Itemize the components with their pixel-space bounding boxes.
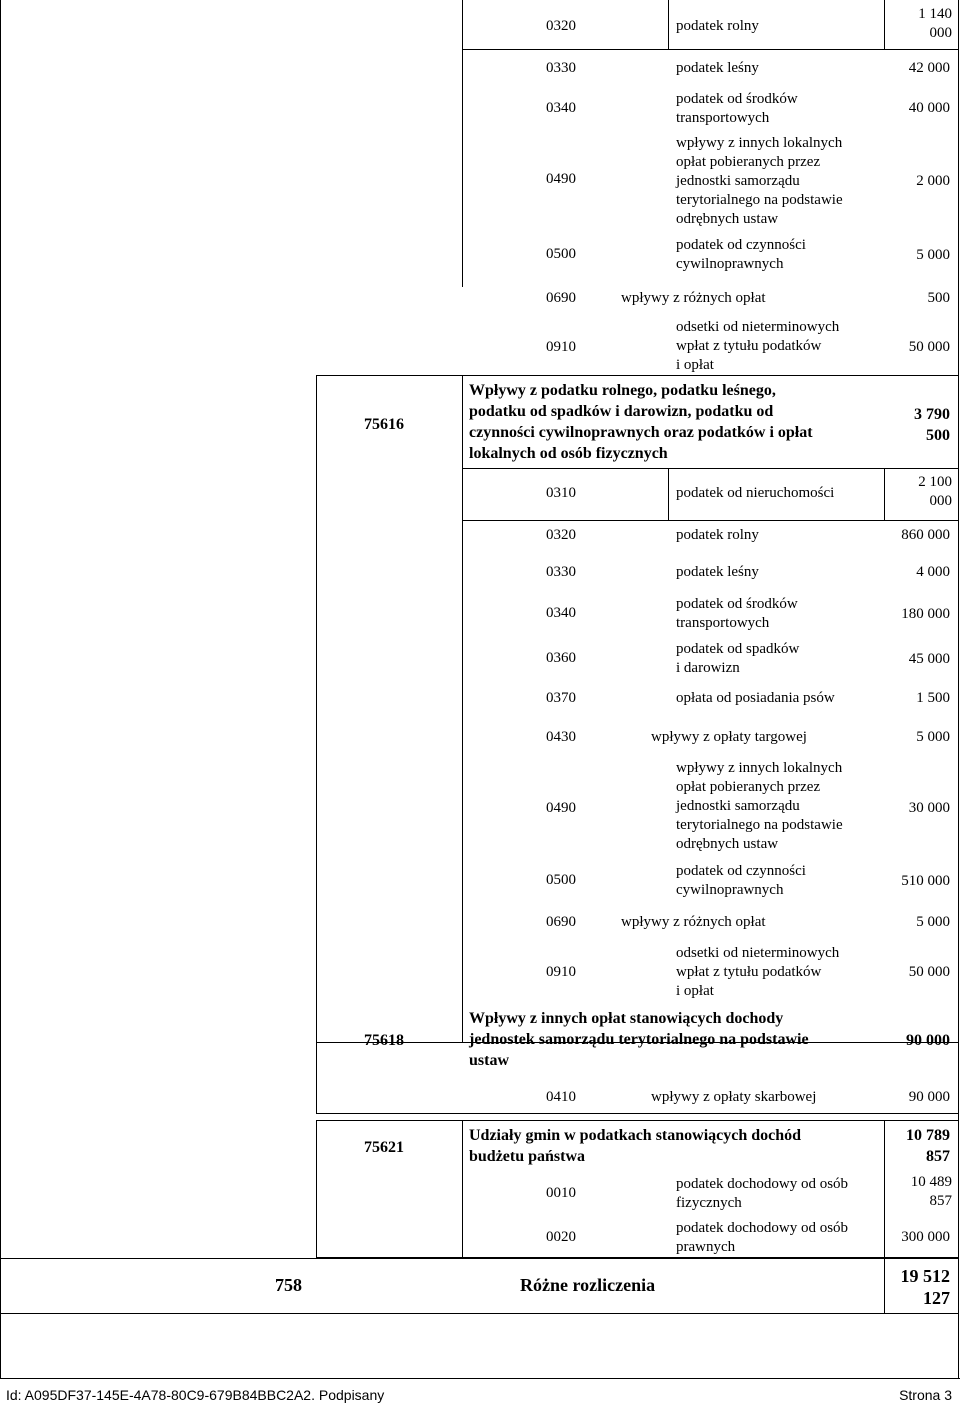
footer-document-id: Id: A095DF37-145E-4A78-80C9-679B84BBC2A2. Podpisany [6,1387,385,1403]
division-code: 758 [275,1275,302,1295]
row-name: wpływy z opłaty skarbowej [651,1089,817,1105]
division-amount: 19 512 127 [900,1266,950,1308]
row-code: 0690 [546,914,576,930]
row-amount: 10 489 857 [910,1174,952,1209]
section-code: 75621 [364,1139,404,1156]
section-amount: 90 000 [906,1032,950,1049]
row-name: podatek leśny [676,60,759,76]
row-name: opłata od posiadania psów [676,690,835,706]
row-code: 0340 [546,100,576,116]
row-amount: 1 140 000 [918,6,952,41]
row-amount: 180 000 [901,606,950,622]
row-amount: 860 000 [901,527,950,543]
row-amount: 5 000 [916,247,950,263]
row-amount: 45 000 [908,651,950,667]
row-amount: 50 000 [908,339,950,355]
row-code: 0490 [546,800,576,816]
row-code: 0360 [546,650,576,666]
row-amount: 5 000 [916,914,950,930]
section-title: Wpływy z podatku rolnego, podatku leśnego, podatku od spadków i darowizn, podatku od czynności cywilnoprawnych oraz podatków i opłat lokalnych od osób fizycznych [469,382,813,462]
row-name: wpływy z różnych opłat [621,290,766,306]
row-code: 0320 [546,18,576,34]
row-name: podatek od czynności cywilnoprawnych [676,237,806,272]
row-code: 0010 [546,1185,576,1201]
row-name: podatek rolny [676,527,759,543]
row-amount: 300 000 [901,1229,950,1245]
footer-page-number: Strona 3 [899,1387,952,1403]
row-code: 0430 [546,729,576,745]
division-title: Różne rozliczenia [520,1275,656,1295]
row-code: 0310 [546,485,576,501]
section-code: 75616 [364,416,404,433]
row-name: wpływy z różnych opłat [621,914,766,930]
row-code: 0370 [546,690,576,706]
row-amount: 1 500 [916,690,950,706]
row-code: 0910 [546,964,576,980]
row-code: 0330 [546,564,576,580]
row-name: podatek od środków transportowych [676,91,798,126]
row-code: 0320 [546,527,576,543]
row-code: 0340 [546,605,576,621]
row-name: podatek dochodowy od osób prawnych [676,1220,849,1255]
row-code: 0490 [546,171,576,187]
row-name: podatek od środków transportowych [676,596,798,631]
row-amount: 2 100 000 [918,474,952,509]
row-name: podatek od nieruchomości [676,485,835,501]
row-amount: 500 [927,290,950,306]
row-amount: 90 000 [908,1089,950,1105]
row-amount: 40 000 [908,100,950,116]
row-amount: 42 000 [908,60,950,76]
row-code: 0910 [546,339,576,355]
section-code: 75618 [364,1032,404,1049]
row-amount: 510 000 [901,873,950,889]
row-name: podatek od czynności cywilnoprawnych [676,863,806,898]
section-title: Wpływy z innych opłat stanowiących dochody jednostek samorządu terytorialnego na podstawie ustaw [469,1010,809,1069]
row-name: wpływy z opłaty targowej [651,729,807,745]
row-amount: 50 000 [908,964,950,980]
row-name: podatek rolny [676,18,759,34]
section-amount: 10 789 857 [906,1127,950,1165]
row-code: 0500 [546,246,576,262]
row-amount: 5 000 [916,729,950,745]
row-name: podatek leśny [676,564,759,580]
row-code: 0690 [546,290,576,306]
row-name: podatek od spadków i darowizn [676,641,800,676]
row-name: odsetki od nieterminowych wpłat z tytułu podatków i opłat [676,945,840,999]
row-name: wpływy z innych lokalnych opłat pobieranych przez jednostki samorządu terytorialnego na podstawie odrębnych ustaw [676,760,843,852]
row-amount: 30 000 [908,800,950,816]
row-name: podatek dochodowy od osób fizycznych [676,1176,849,1211]
row-code: 0330 [546,60,576,76]
row-amount: 4 000 [916,564,950,580]
row-code: 0500 [546,872,576,888]
row-amount: 2 000 [916,173,950,189]
section-amount: 3 790 500 [914,406,950,444]
row-code: 0020 [546,1229,576,1245]
row-code: 0410 [546,1089,576,1105]
row-name: odsetki od nieterminowych wpłat z tytułu podatków i opłat [676,319,840,373]
row-name: wpływy z innych lokalnych opłat pobieranych przez jednostki samorządu terytorialnego na podstawie odrębnych ustaw [676,135,843,227]
section-title: Udziały gmin w podatkach stanowiących dochód budżetu państwa [469,1127,802,1165]
